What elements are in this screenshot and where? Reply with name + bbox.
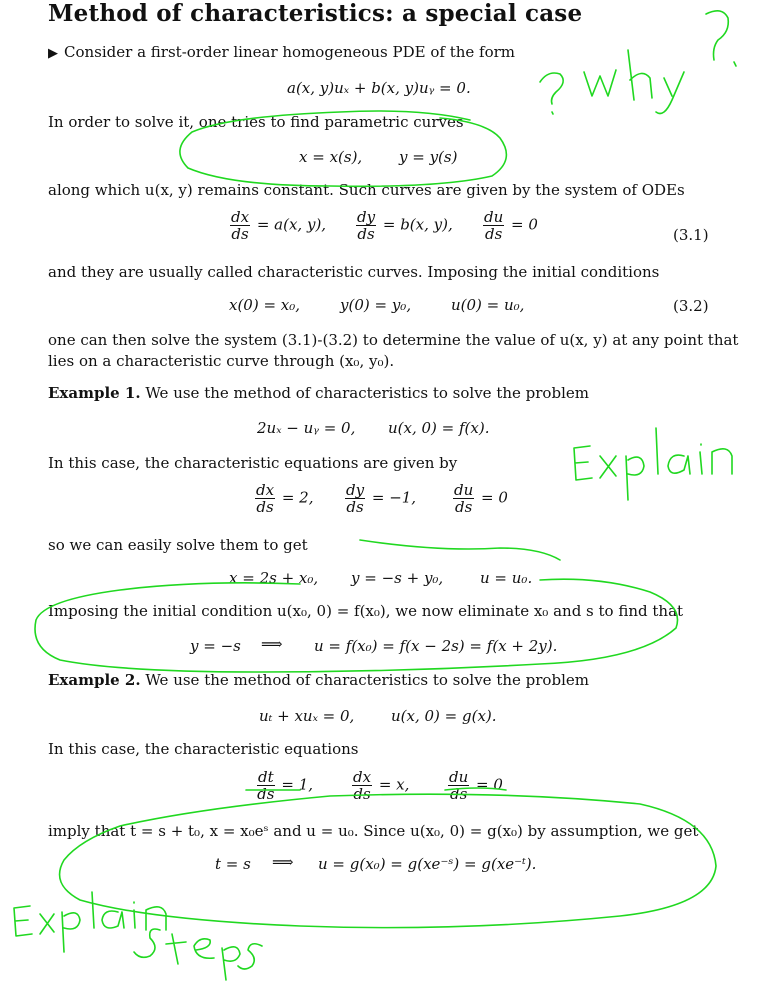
- equation-3-2-y: y(0) = y₀,: [340, 296, 412, 314]
- example-1-ode-1: $\frac{dx}{ds}$ = 2,: [256, 481, 314, 516]
- fraction-dx-ds: $\frac{dx}{ds}$: [231, 208, 250, 243]
- example-1-sol-x: x = 2s + x₀,: [229, 569, 319, 587]
- paragraph-system-line2: lies on a characteristic curve through (x₀, y₀).: [48, 352, 395, 370]
- example-2-imply-text: imply that t = s + t₀, x = x₀eˢ and u = u₀. Since u(x₀, 0) = g(x₀) by assumption, we get: [48, 822, 699, 840]
- example-2-heading: [48, 670, 589, 690]
- equation-3-2-x: x(0) = x₀,: [229, 296, 301, 314]
- example-1-ode-3: $\frac{du}{ds}$ = 0: [454, 481, 508, 516]
- annotation-explain-steps: [14, 892, 262, 980]
- example-1-sol-y: y = −s + y₀,: [351, 569, 444, 587]
- bullet-triangle-icon: ▶: [48, 46, 58, 61]
- equation-3-2-u: u(0) = u₀,: [451, 296, 525, 314]
- example-1-sol-u: u = u₀.: [480, 569, 533, 587]
- fraction-du-ds: $\frac{du}{ds}$: [484, 208, 504, 243]
- example-2-ode-1: $\frac{dt}{ds}$ = 1,: [257, 768, 314, 803]
- example-1-label: Example 1.: [48, 384, 141, 402]
- example-2-ode-3: $\frac{du}{ds}$ = 0: [449, 768, 503, 803]
- example-1-final-lhs: y = −s: [190, 637, 241, 655]
- paragraph-system-line1: one can then solve the system (3.1)-(3.2) to determine the value of u(x, y) at any point that: [48, 331, 739, 349]
- equation-number-3-2: (3.2): [673, 297, 709, 315]
- equation-3-1-part2: $\frac{dy}{ds}$ = b(x, y),: [357, 208, 453, 243]
- equation-curve-y: y = y(s): [399, 148, 458, 166]
- equation-3-1-part3: $\frac{du}{ds}$ = 0: [484, 208, 538, 243]
- example-1-solve-text: so we can easily solve them to get: [48, 536, 308, 554]
- paragraph-along: along which u(x, y) remains constant. Such curves are given by the system of ODEs: [48, 181, 685, 199]
- equation-curve-x: x = x(s),: [299, 148, 363, 166]
- equation-pde: a(x, y)uₓ + b(x, y)uᵧ = 0.: [287, 79, 471, 97]
- paragraph-solve: In order to solve it, one tries to find parametric curves: [48, 113, 464, 131]
- intro-paragraph: [48, 42, 515, 64]
- intro-text: Consider a first-order linear homogeneous PDE of the form: [64, 43, 516, 61]
- example-2-text: We use the method of characteristics to solve the problem: [145, 671, 589, 689]
- example-2-final-lhs: t = s: [215, 855, 251, 873]
- example-2-final-rhs: u = g(x₀) = g(xe⁻ˢ) = g(xe⁻ᵗ).: [318, 855, 537, 873]
- example-1-impose-text: Imposing the initial condition u(x₀, 0) = f(x₀), we now eliminate x₀ and s to find that: [48, 602, 684, 620]
- implies-arrow-icon-2: ⟹: [272, 853, 294, 871]
- example-1-text: We use the method of characteristics to solve the problem: [145, 384, 589, 402]
- annotation-underline: [360, 540, 560, 560]
- example-1-heading: [48, 383, 589, 403]
- example-2-ode-2: $\frac{dx}{ds}$ = x,: [353, 768, 410, 803]
- example-1-initial: u(x, 0) = f(x).: [388, 419, 490, 437]
- example-2-pde: uₜ + xuₓ = 0,: [259, 707, 355, 725]
- example-2-initial: u(x, 0) = g(x).: [391, 707, 497, 725]
- annotation-loop-example-1: [35, 579, 678, 672]
- example-1-char-text: In this case, the characteristic equations are given by: [48, 454, 458, 472]
- fraction-dy-ds: $\frac{dy}{ds}$: [357, 208, 376, 243]
- example-1-final-rhs: u = f(x₀) = f(x − 2s) = f(x + 2y).: [314, 637, 558, 655]
- example-2-char-text: In this case, the characteristic equations: [48, 740, 359, 758]
- equation-number-3-1: (3.1): [673, 226, 709, 244]
- example-1-ode-2: $\frac{dy}{ds}$ = −1,: [346, 481, 417, 516]
- implies-arrow-icon: ⟹: [261, 635, 283, 653]
- paragraph-characteristic: and they are usually called characteristic curves. Imposing the initial conditions: [48, 263, 660, 281]
- example-2-label: Example 2.: [48, 671, 141, 689]
- page-title: Method of characteristics: a special case: [48, 0, 583, 27]
- example-1-pde: 2uₓ − uᵧ = 0,: [257, 419, 356, 437]
- equation-3-1: $\frac{dx}{ds}$ = a(x, y),: [231, 208, 327, 243]
- annotation-explain: [574, 428, 732, 500]
